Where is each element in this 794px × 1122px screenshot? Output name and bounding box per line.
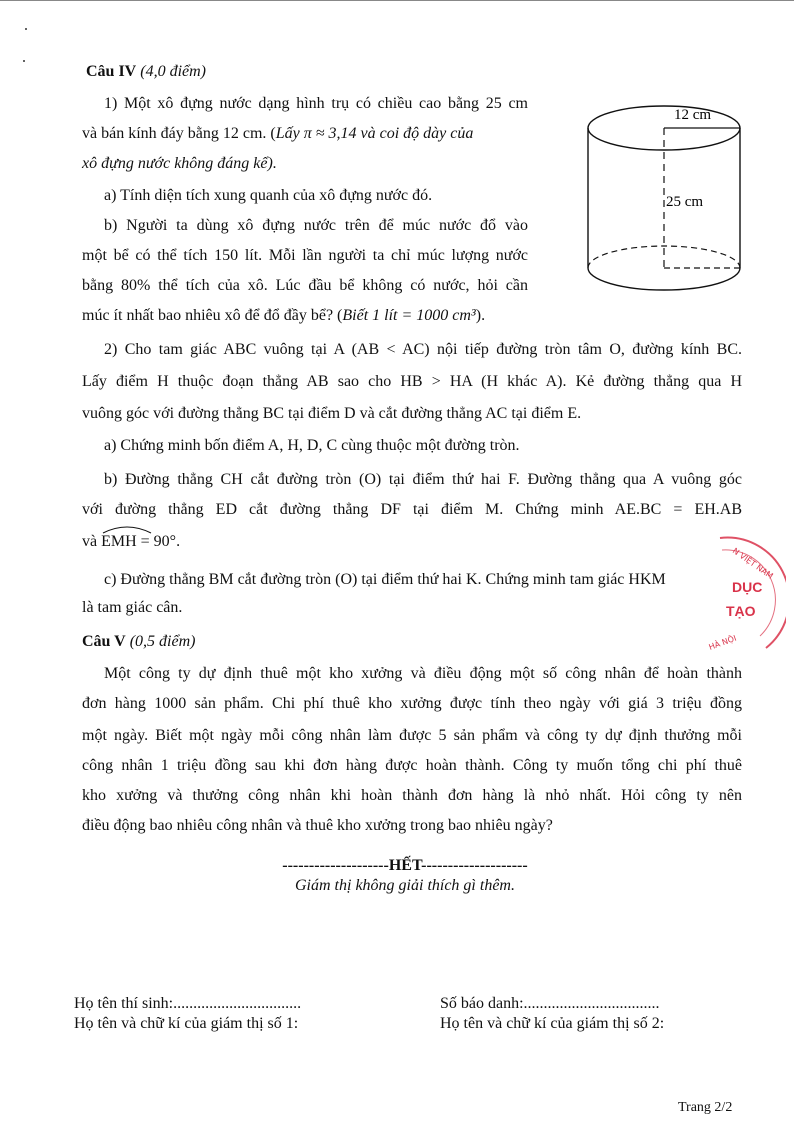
- q5-heading-label: Câu V: [82, 633, 126, 650]
- invigilator-2-field: Họ tên và chữ kí của giám thị số 2:: [440, 1015, 665, 1032]
- q5-line5: kho xưởng và thưởng công nhân khi hoàn thành đơn hàng là nhỏ nhất. Hỏi công ty nên: [82, 787, 742, 804]
- cylinder-figure: [584, 100, 746, 312]
- end-note: Giám thị không giải thích gì thêm.: [295, 877, 515, 894]
- q4-p1b-line4-b: Biết 1 lít = 1000 cm³: [342, 307, 476, 324]
- q4-p2b-line2: với đường thẳng ED cắt đường thẳng DF tại điểm M. Chứng minh AE.BC = EH.AB: [82, 501, 742, 518]
- q4-p1b-line1: b) Người ta dùng xô đựng nước trên để múc nước đổ vào: [104, 217, 528, 234]
- end-marker: --------------------HẾT--------------------: [282, 857, 528, 874]
- scan-speck: [23, 60, 25, 62]
- q4-heading-label: Câu IV: [86, 63, 137, 80]
- q4-heading: [86, 62, 206, 82]
- q4-p2a: a) Chứng minh bốn điểm A, H, D, C cùng thuộc một đường tròn.: [104, 437, 520, 454]
- svg-text:TẠO: TẠO: [726, 603, 756, 619]
- page-number: Trang 2/2: [678, 1100, 733, 1115]
- q4-p2c-line2: là tam giác cân.: [82, 599, 183, 616]
- q4-p1b-line4-c: ).: [475, 307, 486, 324]
- candidate-name-field: Họ tên thí sinh:................................: [74, 995, 302, 1012]
- candidate-number-field: Số báo danh:..................................: [440, 995, 660, 1012]
- q4-p2b-line1: b) Đường thẳng CH cắt đường tròn (O) tại điểm thứ hai F. Đường thẳng qua A vuông góc: [104, 471, 742, 488]
- q4-p2-line3: vuông góc với đường thẳng BC tại điểm D và cắt đường thẳng AC tại điểm E.: [82, 405, 582, 422]
- official-stamp: [706, 528, 786, 658]
- q4-p2-line1: 2) Cho tam giác ABC vuông tại A (AB < AC) nội tiếp đường tròn tâm O, đường kính BC.: [104, 341, 742, 358]
- q4-p1-line1: 1) Một xô đựng nước dạng hình trụ có chiều cao bằng 25 cm: [104, 95, 528, 112]
- q5-line2: đơn hàng 1000 sản phẩm. Chi phí thuê kho xưởng được tính theo ngày với giá 3 triệu đồng: [82, 695, 742, 712]
- q5-line3: một ngày. Biết một ngày mỗi công nhân làm được 5 sản phẩm và công ty dự định thưởng mỗi: [82, 727, 742, 744]
- q4-p2-line2: Lấy điểm H thuộc đoạn thẳng AB sao cho HB > HA (H khác A). Kẻ đường thẳng qua H: [82, 373, 742, 390]
- q4-p1b-line4: [82, 306, 485, 326]
- arc-hat-icon: [102, 524, 152, 534]
- q5-line4: công nhân 1 triệu đồng sau khi đơn hàng được hoàn thành. Công ty muốn tổng chi phí thuê: [82, 757, 742, 774]
- q4-p2c-line1: c) Đường thẳng BM cắt đường tròn (O) tại điểm thứ hai K. Chứng minh tam giác HKM: [104, 571, 666, 588]
- q4-p1-line3: xô đựng nước không đáng kể).: [82, 155, 277, 172]
- scan-edge: [0, 0, 794, 1]
- q5-heading-points: (0,5 điểm): [129, 633, 196, 650]
- q5-heading: [82, 632, 195, 652]
- cylinder-bottom-front: [588, 268, 740, 290]
- q4-p1b-line2: một bể có thể tích 150 lít. Mỗi lần người ta chỉ múc lượng nước: [82, 247, 528, 264]
- q4-p1-line2-a: và bán kính đáy bằng 12 cm. (: [82, 125, 276, 142]
- q5-line1: Một công ty dự định thuê một kho xưởng và điều động một số công nhân để hoàn thành: [104, 665, 742, 682]
- q4-p1a: a) Tính diện tích xung quanh của xô đựng nước đó.: [104, 187, 433, 204]
- q4-p1-line2-b: Lấy π ≈ 3,14 và coi độ dày của: [275, 125, 474, 142]
- q4-p1-line2: [82, 124, 473, 144]
- svg-text:DỤC: DỤC: [732, 579, 763, 595]
- height-label: 25 cm: [666, 194, 704, 210]
- svg-text:HÀ NỘI: HÀ NỘI: [707, 633, 738, 652]
- svg-text:N VIỆT NAM: N VIỆT NAM: [730, 546, 775, 581]
- q4-p1b-line4-a: múc ít nhất bao nhiêu xô để đổ đầy bể? (: [82, 307, 343, 324]
- radius-label: 12 cm: [674, 107, 712, 123]
- q4-p1b-line3: bằng 80% thể tích của xô. Lúc đầu bể không có nước, hỏi cần: [82, 277, 528, 294]
- q4-p2b-line3: và EMH = 90°.: [82, 533, 181, 550]
- q4-heading-points: (4,0 điểm): [140, 63, 206, 80]
- invigilator-1-field: Họ tên và chữ kí của giám thị số 1:: [74, 1015, 299, 1032]
- scan-speck: [25, 28, 27, 30]
- q5-line6: điều động bao nhiêu công nhân và thuê kho xưởng trong bao nhiêu ngày?: [82, 817, 553, 834]
